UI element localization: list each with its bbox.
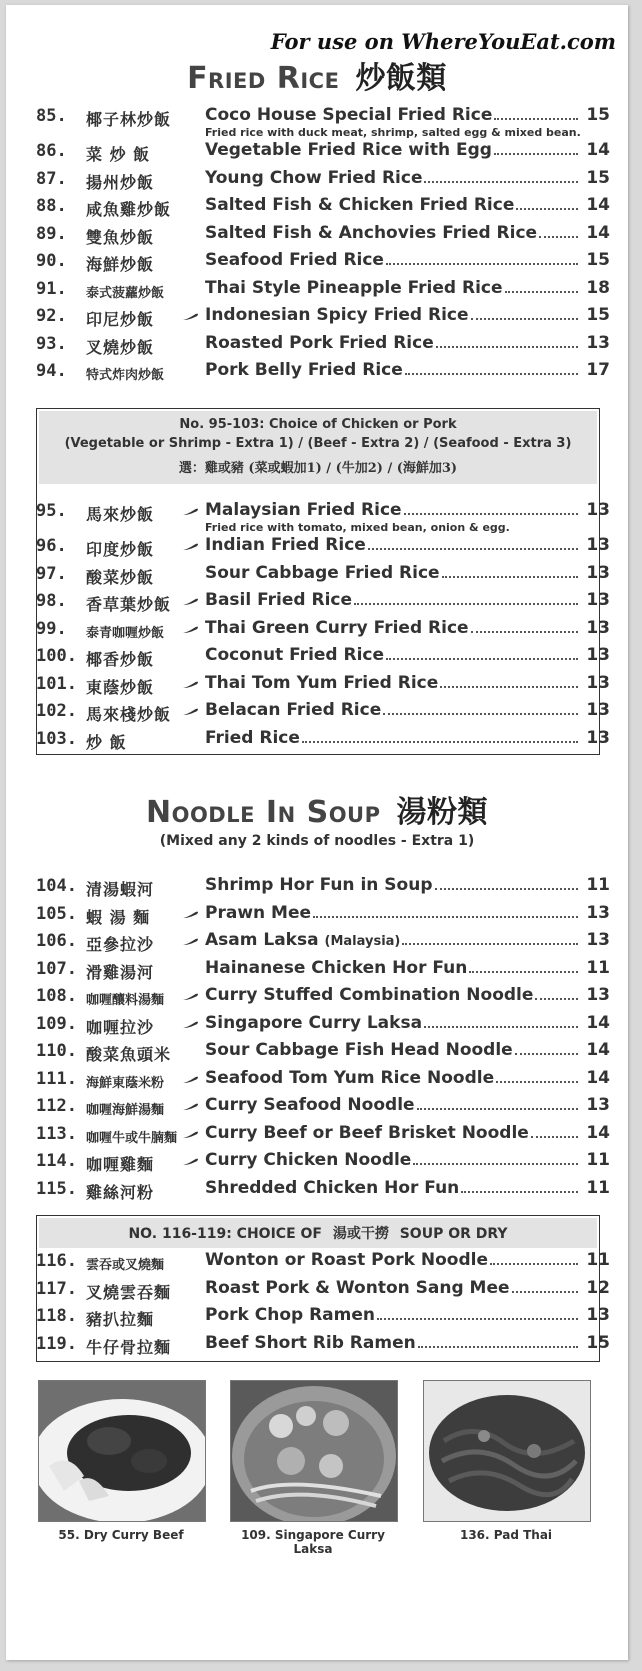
item-number: 117.	[36, 1278, 77, 1299]
item-name-text: Indian Fried Rice	[205, 535, 366, 555]
fried-rice-title-zh: 炒飯類	[355, 61, 447, 96]
item-price: 14	[586, 222, 610, 243]
item-name-text: Fried Rice	[205, 727, 300, 748]
leader-dots	[494, 118, 578, 120]
item-name-text: Thai Tom Yum Fried Rice	[205, 672, 439, 693]
item-price: 15	[586, 105, 610, 125]
pad-thai-image	[424, 1381, 590, 1521]
item-name	[205, 105, 578, 125]
item-price: 14	[586, 1067, 610, 1088]
item-name	[205, 673, 578, 693]
menu-item	[6, 563, 628, 591]
item-price: 13	[586, 500, 610, 520]
item-number: 110.	[36, 1041, 77, 1061]
leader-dots	[496, 1081, 578, 1083]
item-chinese-name: 蝦 湯 麵	[86, 907, 151, 927]
item-number: 103.	[36, 728, 77, 749]
item-name-text: Prawn Mee	[205, 902, 312, 923]
item-price: 13	[586, 645, 610, 665]
item-name	[205, 250, 578, 270]
leader-dots	[404, 513, 578, 515]
item-price: 15	[586, 305, 610, 325]
item-chinese-name: 咖喱拉沙	[86, 1017, 155, 1037]
chili-pepper-icon	[182, 938, 199, 946]
leader-dots	[354, 603, 578, 605]
item-price: 13	[586, 1305, 610, 1325]
menu-item	[6, 1095, 628, 1123]
leader-dots	[417, 1108, 578, 1110]
item-number: 99.	[36, 618, 67, 639]
item-number: 89.	[36, 223, 67, 244]
menu-item	[6, 305, 628, 333]
menu-item	[6, 590, 628, 618]
item-chinese-name: 酸菜魚頭米	[86, 1045, 172, 1064]
leader-dots	[405, 373, 578, 375]
menu-item	[6, 500, 628, 540]
item-name	[205, 1013, 578, 1033]
item-number: 111.	[36, 1068, 77, 1089]
item-price: 13	[586, 617, 610, 638]
item-chinese-name: 特式炸肉炒飯	[86, 368, 165, 383]
choice-box-line1: No. 95-103: Choice of Chicken or Pork	[179, 417, 457, 432]
leader-dots	[494, 153, 578, 155]
item-chinese-name: 泰式菠蘿炒飯	[86, 285, 165, 301]
item-price: 11	[586, 1177, 610, 1198]
leader-dots	[313, 916, 578, 918]
leader-dots	[535, 998, 578, 1000]
item-name-text: Young Chow Fried Rice	[205, 167, 423, 188]
item-name-text: Seafood Tom Yum Rice Noodle	[205, 1067, 495, 1088]
item-price: 13	[586, 700, 610, 720]
curry-laksa-image	[231, 1381, 397, 1521]
leader-dots	[471, 631, 578, 633]
item-name-text: Seafood Fried Rice	[205, 250, 384, 270]
chili-pepper-icon	[182, 1076, 199, 1084]
item-chinese-name: 椰子林炒飯	[86, 110, 172, 129]
item-price: 11	[586, 1150, 610, 1170]
item-name	[205, 985, 578, 1005]
item-name	[205, 958, 578, 978]
item-name-text: Pork Chop Ramen	[205, 1305, 375, 1325]
fried-rice-title-en: Fried Rice	[187, 61, 340, 96]
menu-item	[6, 250, 628, 278]
item-name	[205, 535, 578, 555]
item-number: 100.	[36, 646, 77, 666]
noodle-soup-title-en: Noodle In Soup	[146, 795, 381, 830]
dry-curry-beef-image	[39, 1381, 205, 1521]
item-number: 97.	[36, 563, 67, 584]
item-number: 95.	[36, 501, 67, 521]
item-chinese-name: 印度炒飯	[86, 540, 155, 559]
item-price: 14	[586, 195, 610, 215]
item-chinese-name: 叉燒雲吞麵	[86, 1282, 172, 1302]
item-name-text: Coconut Fried Rice	[205, 645, 385, 665]
item-chinese-name: 揚州炒飯	[86, 172, 155, 192]
leader-dots	[469, 971, 578, 973]
menu-item	[6, 958, 628, 986]
menu-item	[6, 1178, 628, 1206]
item-chinese-name: 咖喱釀料湯麵	[86, 993, 165, 1008]
item-number: 106.	[36, 931, 77, 951]
chili-pepper-icon	[182, 993, 199, 1001]
photo-strip	[6, 1380, 628, 1556]
chili-pepper-icon	[182, 681, 199, 689]
item-name	[205, 1278, 578, 1298]
item-name	[205, 728, 578, 748]
item-chinese-name: 泰青咖喱炒飯	[86, 625, 165, 641]
item-price: 15	[586, 1332, 610, 1353]
menu-page	[6, 5, 628, 1660]
chili-pepper-icon	[182, 1021, 199, 1029]
item-name-text: Pork Belly Fried Rice	[205, 360, 403, 380]
chili-pepper-icon	[182, 508, 199, 516]
item-name	[205, 1305, 578, 1325]
item-chinese-name: 炒 飯	[86, 732, 127, 752]
item-name	[205, 140, 578, 160]
item-chinese-name: 酸菜炒飯	[86, 567, 155, 587]
item-name-text: Roast Pork & Wonton Sang Mee	[205, 1277, 510, 1298]
item-name	[205, 1250, 578, 1270]
item-price: 11	[586, 1250, 610, 1270]
item-name	[205, 333, 578, 353]
photo-caption-2: 109. Singapore Curry Laksa	[241, 1528, 385, 1556]
item-name	[205, 500, 578, 520]
leader-dots	[424, 1026, 578, 1028]
item-price: 13	[586, 535, 610, 555]
leader-dots	[539, 236, 578, 238]
menu-item	[6, 105, 628, 145]
item-number: 104.	[36, 876, 77, 896]
item-number: 102.	[36, 701, 77, 721]
item-name	[205, 278, 578, 298]
item-chinese-name: 清湯蝦河	[86, 880, 155, 899]
item-chinese-name: 叉燒炒飯	[86, 337, 155, 357]
item-number: 113.	[36, 1123, 77, 1144]
item-price: 11	[586, 957, 610, 978]
chili-pepper-icon	[182, 911, 199, 919]
soup-or-dry-header	[39, 1218, 597, 1248]
item-name	[205, 305, 578, 325]
item-price: 14	[586, 1040, 610, 1060]
item-name-text: Curry Chicken Noodle	[205, 1150, 412, 1170]
item-chinese-name: 咸魚雞炒飯	[86, 200, 172, 219]
soup-or-dry-prefix: NO. 116-119: CHOICE OF	[128, 1226, 322, 1242]
item-number: 109.	[36, 1013, 77, 1034]
menu-item	[6, 223, 628, 251]
item-price: 13	[586, 332, 610, 353]
item-name-text: Coco House Special Fried Rice	[205, 105, 493, 125]
item-name-text: Singapore Curry Laksa	[205, 1012, 423, 1033]
chili-pepper-icon	[182, 313, 199, 321]
soup-or-dry-suffix: SOUP OR DRY	[399, 1226, 508, 1242]
item-name-text: Thai Style Pineapple Fried Rice	[205, 277, 503, 298]
item-name-text: Salted Fish & Anchovies Fried Rice	[205, 222, 538, 243]
item-number: 98.	[36, 591, 67, 611]
choice-box-header	[39, 411, 597, 484]
item-number: 118.	[36, 1306, 77, 1326]
item-name-text: Sour Cabbage Fish Head Noodle	[205, 1040, 513, 1060]
menu-item	[6, 1123, 628, 1151]
item-price: 13	[586, 985, 610, 1005]
leader-dots	[461, 1191, 578, 1193]
menu-item	[6, 535, 628, 563]
chili-pepper-icon	[182, 1158, 199, 1166]
menu-item	[6, 1305, 628, 1333]
menu-item	[6, 1068, 628, 1096]
photo-caption-3: 136. Pad Thai	[459, 1528, 553, 1542]
item-number: 101.	[36, 673, 77, 694]
item-description: Fried rice with tomato, mixed bean, onion & egg.	[205, 521, 510, 534]
leader-dots	[436, 346, 578, 348]
item-name-text: Basil Fried Rice	[205, 590, 352, 610]
menu-item	[6, 930, 628, 958]
item-chinese-name: 咖喱海鮮湯麵	[86, 1103, 165, 1118]
leader-dots	[383, 713, 578, 715]
noodle-soup-title-zh: 湯粉類	[396, 795, 488, 830]
item-price: 13	[586, 902, 610, 923]
soup-or-dry-zh: 湯或干撈	[332, 1226, 389, 1242]
noodle-soup-title	[6, 787, 628, 831]
menu-item	[6, 645, 628, 673]
leader-dots	[418, 1346, 578, 1348]
chili-pepper-icon	[182, 598, 199, 606]
photo-pad-thai	[423, 1380, 591, 1522]
item-name-text: Malaysian Fried Rice	[205, 500, 402, 520]
item-name	[205, 1123, 578, 1143]
item-price: 18	[586, 277, 610, 298]
leader-dots	[368, 548, 578, 550]
item-number: 94.	[36, 361, 67, 381]
leader-dots	[386, 263, 578, 265]
item-chinese-name: 馬來棧炒飯	[86, 705, 172, 724]
chili-pepper-icon	[182, 543, 199, 551]
item-price: 13	[586, 1095, 610, 1115]
leader-dots	[435, 888, 579, 890]
item-name-text: Sour Cabbage Fried Rice	[205, 562, 440, 583]
item-name-text: Vegetable Fried Rice with Egg	[205, 140, 492, 160]
item-chinese-name: 牛仔骨拉麵	[86, 1337, 172, 1357]
menu-item	[6, 1040, 628, 1068]
menu-item	[6, 278, 628, 306]
item-chinese-name: 東蔭炒飯	[86, 677, 155, 697]
item-number: 107.	[36, 958, 77, 979]
item-number: 105.	[36, 903, 77, 924]
choice-box-line2: (Vegetable or Shrimp - Extra 1) / (Beef - Extra 2) / (Seafood - Extra 3)	[64, 436, 572, 451]
item-price: 13	[586, 930, 610, 950]
item-number: 119.	[36, 1333, 77, 1354]
item-price: 14	[586, 1012, 610, 1033]
item-name-text: Hainanese Chicken Hor Fun	[205, 957, 468, 978]
item-name	[205, 903, 578, 923]
leader-dots	[442, 576, 578, 578]
menu-item	[6, 195, 628, 223]
item-price: 14	[586, 1122, 610, 1143]
item-number: 86.	[36, 141, 67, 161]
leader-dots	[516, 208, 578, 210]
item-price: 13	[586, 727, 610, 748]
item-number: 114.	[36, 1151, 77, 1171]
item-name-text: Indonesian Spicy Fried Rice	[205, 305, 469, 325]
leader-dots	[440, 686, 578, 688]
item-chinese-name: 雙魚炒飯	[86, 227, 155, 247]
item-name	[205, 563, 578, 583]
item-chinese-name: 海鮮炒飯	[86, 255, 155, 274]
menu-item	[6, 1250, 628, 1278]
item-name-text: Curry Beef or Beef Brisket Noodle	[205, 1122, 529, 1143]
menu-item	[6, 1013, 628, 1041]
item-name	[205, 875, 578, 895]
item-number: 92.	[36, 306, 67, 326]
chili-pepper-icon	[182, 708, 199, 716]
menu-item	[6, 673, 628, 701]
item-name-text: Thai Green Curry Fried Rice	[205, 617, 469, 638]
leader-dots	[402, 943, 578, 945]
item-number: 87.	[36, 168, 67, 189]
item-name	[205, 223, 578, 243]
item-name	[205, 618, 578, 638]
item-name	[205, 1333, 578, 1353]
chili-pepper-icon	[182, 1103, 199, 1111]
item-name-text: Curry Seafood Noodle	[205, 1095, 415, 1115]
chili-pepper-icon	[182, 1131, 199, 1139]
menu-item	[6, 903, 628, 931]
item-chinese-name: 椰香炒飯	[86, 650, 155, 669]
menu-item	[6, 728, 628, 756]
item-name	[205, 1068, 578, 1088]
item-name-text: Beef Short Rib Ramen	[205, 1332, 416, 1353]
leader-dots	[386, 658, 578, 660]
item-number: 96.	[36, 536, 67, 556]
item-chinese-name: 馬來炒飯	[86, 505, 155, 524]
leader-dots	[512, 1291, 578, 1293]
item-name	[205, 645, 578, 665]
fried-rice-title	[6, 53, 628, 97]
photo-singapore-curry-laksa	[230, 1380, 398, 1522]
item-chinese-name: 咖喱雞麵	[86, 1155, 155, 1174]
menu-item	[6, 618, 628, 646]
leader-dots	[424, 181, 578, 183]
watermark: For use on WhereYouEat.com	[270, 29, 616, 54]
item-description: Fried rice with duck meat, shrimp, salted egg & mixed bean.	[205, 126, 581, 139]
item-chinese-name: 印尼炒飯	[86, 310, 155, 329]
leader-dots	[490, 1263, 578, 1265]
item-name-text: Asam Laksa	[205, 930, 319, 950]
chili-pepper-icon	[182, 626, 199, 634]
item-name	[205, 1150, 578, 1170]
item-number: 88.	[36, 196, 67, 216]
item-name	[205, 930, 578, 950]
item-chinese-name: 菜 炒 飯	[86, 145, 151, 164]
menu-item	[6, 700, 628, 728]
menu-item	[6, 333, 628, 361]
item-name	[205, 1178, 578, 1198]
menu-item	[6, 985, 628, 1013]
item-chinese-name: 雲吞或叉燒麵	[86, 1258, 165, 1273]
menu-item	[6, 1150, 628, 1178]
leader-dots	[471, 318, 578, 320]
item-chinese-name: 香草葉炒飯	[86, 595, 172, 614]
item-price: 13	[586, 672, 610, 693]
item-price: 13	[586, 590, 610, 610]
leader-dots	[515, 1053, 578, 1055]
menu-item	[6, 875, 628, 903]
item-number: 90.	[36, 251, 67, 271]
choice-box-line3: 選：雞或豬 (菜或蝦加1) / (牛加2) / (海鮮加3)	[178, 461, 458, 476]
leader-dots	[377, 1318, 578, 1320]
item-number: 116.	[36, 1251, 77, 1271]
item-name	[205, 1040, 578, 1060]
item-name-text: Belacan Fried Rice	[205, 700, 382, 720]
item-price: 14	[586, 140, 610, 160]
item-chinese-name: 咖喱牛或牛腩麵	[86, 1130, 178, 1146]
photo-caption-1: 55. Dry Curry Beef	[58, 1528, 184, 1542]
menu-item	[6, 140, 628, 168]
item-chinese-name: 雞絲河粉	[86, 1182, 155, 1202]
item-chinese-name: 亞參拉沙	[86, 935, 155, 954]
item-name	[205, 168, 578, 188]
menu-item	[6, 168, 628, 196]
item-name-text: Wonton or Roast Pork Noodle	[205, 1250, 488, 1270]
menu-item	[6, 1278, 628, 1306]
item-price: 11	[586, 875, 610, 895]
item-name	[205, 195, 578, 215]
leader-dots	[302, 741, 578, 743]
item-name	[205, 360, 578, 380]
item-chinese-name: 海鮮東蔭米粉	[86, 1075, 165, 1091]
leader-dots	[413, 1163, 578, 1165]
item-chinese-name: 豬扒拉麵	[86, 1310, 155, 1329]
item-price: 15	[586, 167, 610, 188]
menu-item	[6, 360, 628, 388]
leader-dots	[531, 1136, 578, 1138]
item-chinese-name: 滑雞湯河	[86, 962, 155, 982]
item-name-text: Curry Stuffed Combination Noodle	[205, 985, 534, 1005]
item-number: 115.	[36, 1178, 77, 1199]
item-name	[205, 1095, 578, 1115]
item-name-text: Shredded Chicken Hor Fun	[205, 1177, 460, 1198]
item-name-text: Shrimp Hor Fun in Soup	[205, 875, 433, 895]
item-name-note: (Malaysia)	[324, 934, 401, 949]
item-name	[205, 700, 578, 720]
noodle-soup-subtitle: (Mixed any 2 kinds of noodles - Extra 1)	[159, 833, 475, 849]
item-price: 17	[586, 360, 610, 380]
item-number: 108.	[36, 986, 77, 1006]
item-number: 91.	[36, 278, 67, 299]
photo-dry-curry-beef	[38, 1380, 206, 1522]
item-number: 93.	[36, 333, 67, 354]
item-number: 85.	[36, 106, 67, 126]
item-price: 13	[586, 562, 610, 583]
item-name	[205, 590, 578, 610]
menu-item	[6, 1333, 628, 1361]
item-number: 112.	[36, 1096, 77, 1116]
leader-dots	[505, 291, 578, 293]
item-name-text: Roasted Pork Fried Rice	[205, 332, 434, 353]
item-price: 12	[586, 1277, 610, 1298]
item-price: 15	[586, 250, 610, 270]
item-name-text: Salted Fish & Chicken Fried Rice	[205, 195, 515, 215]
